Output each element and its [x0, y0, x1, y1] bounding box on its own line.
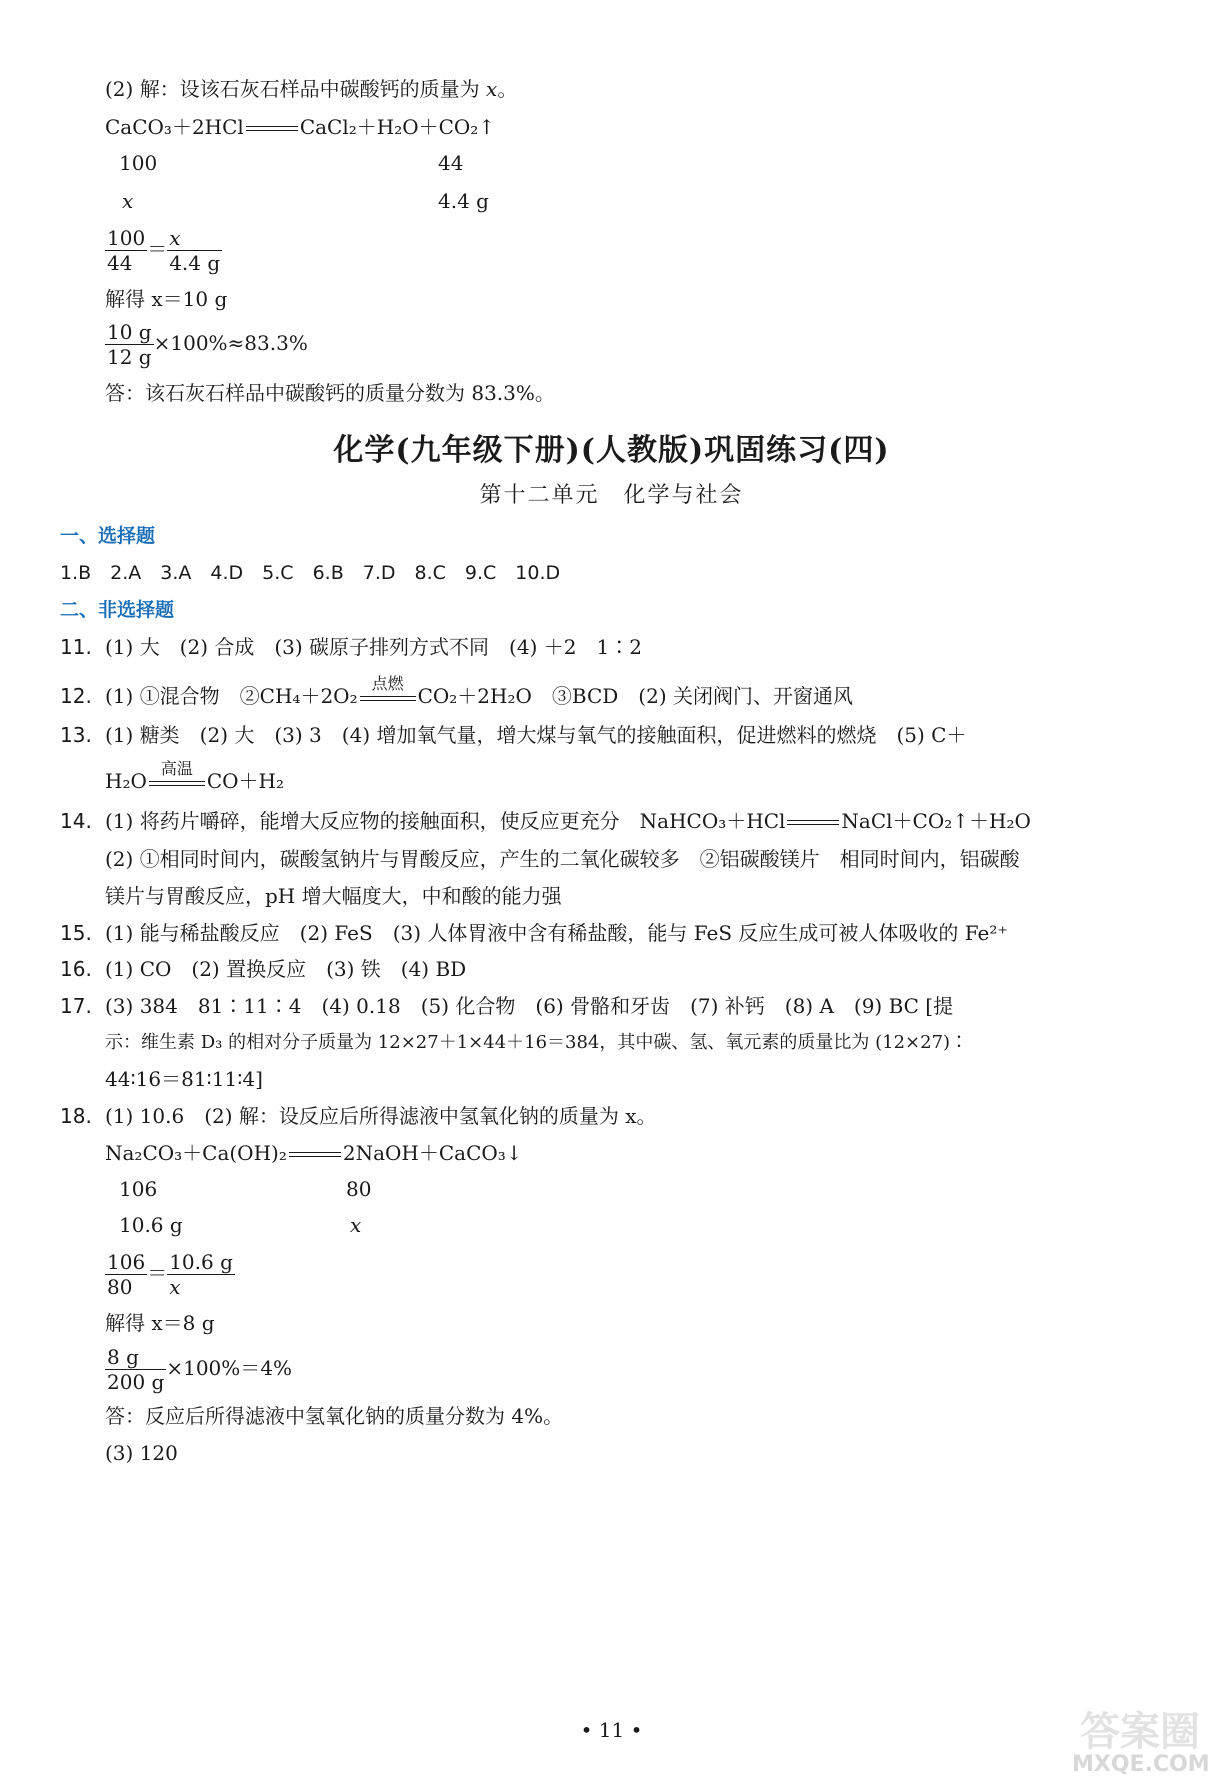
solve-line: 解得 x＝10 g	[105, 287, 228, 311]
equals-sign	[287, 1149, 343, 1161]
q13-line2: H₂O 高温 CO＋H₂	[105, 768, 284, 796]
answer-line: 答：该石灰石样品中碳酸钙的质量分数为 83.3%。	[105, 381, 555, 405]
q-part2-intro: (2) 解：设该石灰石样品中碳酸钙的质量为 x。	[105, 77, 518, 101]
section-choice: 一、选择题	[60, 525, 156, 547]
percentage-calc: $\frac{10 g}{12 g}$ ×100%≈83.3%	[107, 320, 308, 369]
q15: 15. (1) 能与稀盐酸反应 (2) FeS (3) 人体胃液中含有稀盐酸，能与 FeS 反应生成可被人体吸收的 Fe²⁺	[60, 921, 1008, 945]
proportion-equation: $\frac{106}{80}$ ＝ $\frac{10.6 g}{x}$	[107, 1250, 233, 1299]
watermark-logo	[1060, 1700, 1210, 1780]
var-right: 4.4 g	[438, 189, 489, 213]
choice-answers: 1.B 2.A 3.A 4.D 5.C 6.B 7.D 8.C 9.C 10.D	[60, 562, 561, 584]
answer-line: 答：反应后所得滤液中氢氧化钠的质量分数为 4%。	[105, 1404, 564, 1428]
reaction-equation-caco3: CaCO₃＋2HCl CaCl₂＋H₂O＋CO₂↑	[105, 115, 496, 139]
q12: 12. (1) ①混合物 ②CH₄＋2O₂ 点燃 CO₂＋2H₂O ③BCD (2) 关闭阀门、开窗通风	[60, 683, 853, 711]
ratio-right: 80	[346, 1177, 372, 1201]
var-left: x	[122, 189, 134, 213]
q18-part3: (3) 120	[105, 1441, 178, 1465]
equals-sign	[785, 817, 841, 829]
q17-line1: 17. (3) 384 81∶11∶4 (4) 0.18 (5) 化合物 (6) 骨骼和牙齿 (7) 补钙 (8) A (9) BC [提	[60, 994, 954, 1018]
condition-arrow: 点燃	[358, 685, 418, 711]
q16: 16. (1) CO (2) 置换反应 (3) 铁 (4) BD	[60, 957, 467, 981]
page-title: 化学(九年级下册)(人教版)巩固练习(四)	[333, 433, 890, 468]
q13-line1: 13. (1) 糖类 (2) 大 (3) 3 (4) 增加氧气量，增大煤与氧气的接触面积，促进燃料的燃烧 (5) C＋	[60, 723, 967, 747]
watermark-text: 答案圈	[1080, 1709, 1200, 1755]
var-right: x	[350, 1213, 362, 1237]
q14-line1: 14. (1) 将药片嚼碎，能增大反应物的接触面积，使反应更充分 NaHCO₃＋HCl NaCl＋CO₂↑＋H₂O	[60, 809, 1031, 833]
q17-line3: 44∶16＝81∶11∶4]	[105, 1067, 263, 1091]
ratio-left: 100	[119, 151, 158, 175]
q18-intro: 18. (1) 10.6 (2) 解：设反应后所得滤液中氢氧化钠的质量为 x。	[60, 1104, 657, 1128]
q17-line2: 示：维生素 D₃ 的相对分子质量为 12×27＋1×44＋16＝384，其中碳、氢、氧元素的质量比为 (12×27)∶	[105, 1032, 969, 1053]
ratio-left: 106	[119, 1177, 158, 1201]
q14-line3: 镁片与胃酸反应，pH 增大幅度大，中和酸的能力强	[105, 884, 562, 908]
solve-line: 解得 x＝8 g	[105, 1311, 215, 1335]
percentage-calc: $\frac{8 g}{200 g}$ ×100%＝4%	[107, 1345, 293, 1394]
var-left: 10.6 g	[119, 1213, 183, 1237]
reaction-equation-na2co3: Na₂CO₃＋Ca(OH)₂ 2NaOH＋CaCO₃↓	[105, 1141, 523, 1165]
equals-sign	[244, 123, 300, 135]
unit-subtitle: 第十二单元 化学与社会	[479, 483, 744, 508]
condition-arrow: 高温	[147, 770, 207, 796]
watermark-url: MXQE.COM	[1072, 1752, 1210, 1777]
q11: 11. (1) 大 (2) 合成 (3) 碳原子排列方式不同 (4) ＋2 1∶2	[60, 635, 642, 659]
page-number: • 11 •	[580, 1718, 643, 1742]
q14-line2: (2) ①相同时间内，碳酸氢钠片与胃酸反应，产生的二氧化碳较多 ②铝碳酸镁片 相同时间内，铝碳酸	[105, 847, 1020, 871]
proportion-equation: $\frac{100}{44}$ ＝ $\frac{x}{4.4 g}$	[107, 226, 221, 275]
ratio-right: 44	[438, 151, 464, 175]
section-nonchoice: 二、非选择题	[60, 599, 175, 621]
